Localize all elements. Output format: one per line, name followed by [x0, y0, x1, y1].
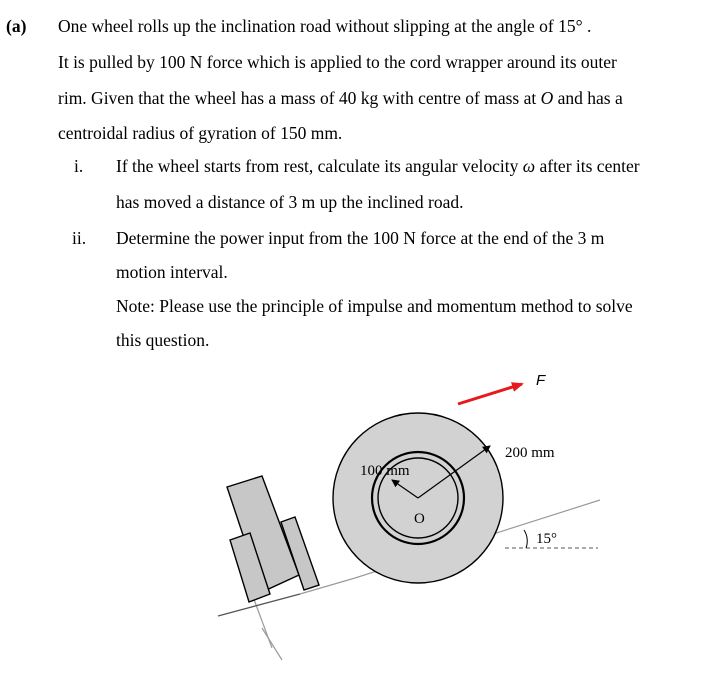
- wheel: [333, 413, 503, 583]
- force-arrow: [458, 384, 522, 404]
- part-ii-line-2: motion interval.: [116, 262, 228, 282]
- center-label: O: [414, 511, 425, 527]
- part-ii-marker: ii.: [72, 228, 87, 248]
- note-line-1: Note: Please use the principle of impulse and momentum method to solve: [116, 296, 633, 316]
- part-ii-line-1: Determine the power input from the 100 N force at the end of the 3 m: [116, 228, 605, 248]
- center-symbol: O: [540, 88, 554, 108]
- question-line-3-text: rim. Given that the wheel has a mass of 40 kg with centre of mass at: [58, 88, 537, 108]
- force-label: F: [536, 372, 546, 389]
- question-label: (a): [6, 16, 27, 36]
- question-line-2: It is pulled by 100 N force which is applied to the cord wrapper around its outer: [58, 52, 617, 72]
- part-i-line-2: has moved a distance of 3 m up the inclined road.: [116, 192, 464, 212]
- inner-radius-label: 100 mm: [360, 463, 410, 479]
- omega-symbol: ω: [522, 156, 536, 176]
- part-i-line-1-text: If the wheel starts from rest, calculate its angular velocity: [116, 156, 519, 176]
- question-line-1: One wheel rolls up the inclination road without slipping at the angle of 15° .: [58, 16, 592, 36]
- angle-label: 15°: [536, 531, 557, 547]
- note-line-2: this question.: [116, 330, 210, 350]
- outer-radius-label: 200 mm: [505, 445, 555, 461]
- part-i-line-1-tail: after its center: [539, 156, 640, 176]
- part-i-marker: i.: [74, 156, 84, 176]
- question-line-3-tail: and has a: [557, 88, 623, 108]
- question-line-4: centroidal radius of gyration of 150 mm.: [58, 123, 343, 143]
- angle-arc: [524, 530, 527, 548]
